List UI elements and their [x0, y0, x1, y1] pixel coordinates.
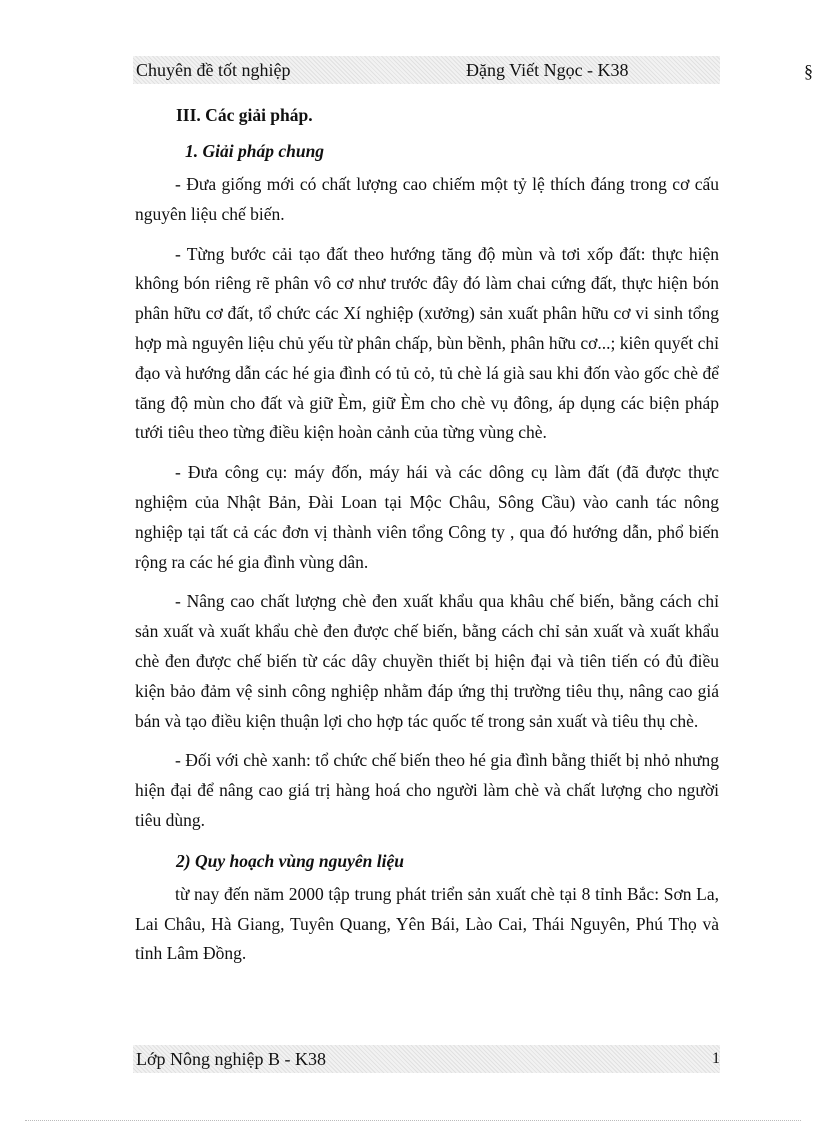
page-divider — [25, 1120, 801, 1121]
header-right-text: Đặng Viết Ngọc - K38 — [466, 60, 629, 80]
document-body — [135, 100, 719, 979]
paragraph: từ nay đến năm 2000 tập trung phát triển sản xuất chè tại 8 tỉnh Bắc: Sơn La, Lai Châu, Hà Giang, Tuyên Quang, Yên Bái, Lào Cai, Thái Nguyên, Phú Thọ và tỉnh Lâm Đồng. — [135, 883, 719, 964]
paragraph: - Đối với chè xanh: tổ chức chế biến theo hé gia đình bằng thiết bị nhỏ nhưng hiện đại để nâng cao giá trị hàng hoá cho người làm chè và chất lượng cho người tiêu dùng. — [135, 750, 719, 830]
page-header — [133, 56, 720, 84]
page-number: 1 — [712, 1050, 720, 1067]
footer-left-text: Lớp Nông nghiệp B - K38 — [136, 1049, 327, 1069]
subsection-title-2: 2) Quy hoạch vùng nguyên liệu — [176, 850, 405, 871]
paragraph: - Đưa công cụ: máy đốn, máy hái và các dông cụ làm đất (đã được thực nghiệm của Nhật Bản, Đài Loan tại Mộc Châu, Sông Cầu) vào canh tác nông nghiệp tại tất cả các đơn vị thành viên tổng Công ty , qua đó hướng dẫn, phổ biến rộng ra các hé gia đình vùng dân. — [135, 462, 719, 572]
paragraph: - Từng bước cải tạo đất theo hướng tăng độ mùn và tơi xốp đất: thực hiện không bón riêng rẽ phân vô cơ như trước đây đó làm chai cứng đất, thực hiện bón phân hữu cơ đất, tổ chức các Xí nghiệp (xưởng) sản xuất phân hữu cơ vi sinh tổng hợp mà nguyên liệu chủ yếu từ phân chấp, bùn bềnh, phân hữu cơ...; kiên quyết chỉ đạo và hướng dẫn các hé gia đình có tủ cỏ, tủ chè lá già sau khi đốn vào gốc chè để tăng độ mùn cho đất và giữ Èm, giữ Èm cho chè vụ đông, áp dụng các biện pháp tưới tiêu theo từng điều kiện hoàn cảnh của từng vùng chè. — [135, 243, 719, 443]
paragraph: - Nâng cao chất lượng chè đen xuất khẩu qua khâu chế biến, bằng cách chỉ sản xuất và xuất khẩu chè đen được chế biến, bằng cách chỉ sản xuất và xuất khẩu chè đen được chế biến từ các dây chuyền thiết bị hiện đại và tiên tiến có đủ điều kiện bảo đảm vệ sinh công nghiệp nhằm đáp ứng thị trường tiêu thụ, nâng cao giá bán và tạo điều kiện thuận lợi cho hợp tác quốc tế trong sản xuất và tiêu thụ chè. — [135, 591, 719, 731]
page-footer — [133, 1045, 720, 1073]
paragraph: - Đưa giống mới có chất lượng cao chiếm một tỷ lệ thích đáng trong cơ cấu nguyên liệu chế biến. — [135, 174, 719, 224]
subsection-title-1: 1. Giải pháp chung — [185, 141, 325, 161]
section-mark: § — [804, 61, 813, 81]
header-left-text: Chuyên đề tốt nghiệp — [136, 60, 291, 80]
section-title: III. Các giải pháp. — [176, 105, 313, 125]
